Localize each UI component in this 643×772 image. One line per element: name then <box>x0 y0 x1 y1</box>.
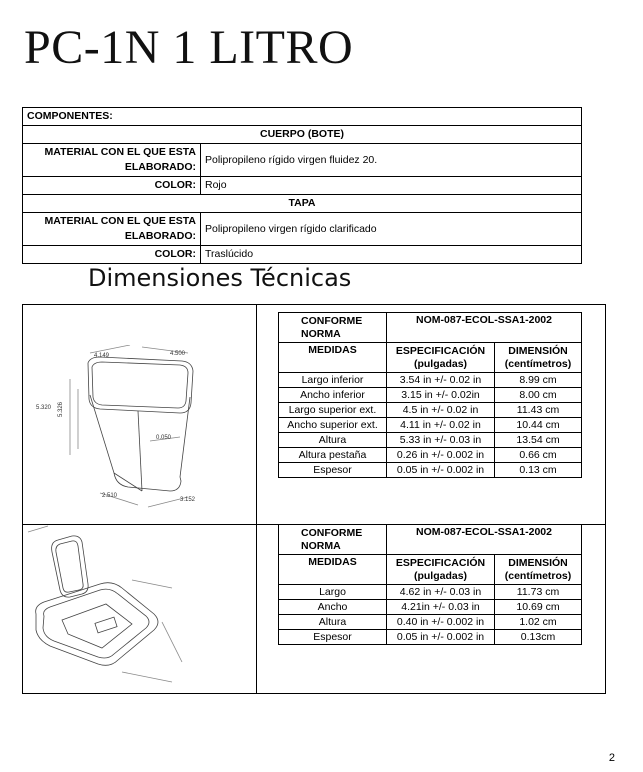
table-row <box>279 630 582 645</box>
t2-espec: 0.40 in +/- 0.002 in <box>387 615 495 630</box>
table-row <box>279 448 582 463</box>
t2-dim: 10.69 cm <box>495 600 582 615</box>
t1-espec: 5.33 in +/- 0.03 in <box>387 433 495 448</box>
t1-espec: 3.15 in +/- 0.02in <box>387 388 495 403</box>
body-color-label: COLOR: <box>23 177 201 195</box>
container-spec-table <box>278 312 582 478</box>
frame-divider-vertical <box>256 304 257 694</box>
table-row <box>279 463 582 478</box>
components-table <box>22 107 582 264</box>
lid-material-label: MATERIAL CON EL QUE ESTA ELABORADO: <box>23 213 201 246</box>
t1-espec: 0.26 in +/- 0.002 in <box>387 448 495 463</box>
t1-medida: Altura <box>279 433 387 448</box>
t2-espec: 0.05 in +/- 0.002 in <box>387 630 495 645</box>
t1-medida: Espesor <box>279 463 387 478</box>
lid-color-label: COLOR: <box>23 246 201 264</box>
body-section-header: CUERPO (BOTE) <box>23 126 582 144</box>
t2-col-medidas: MEDIDAS <box>279 555 387 585</box>
t2-col-dim: DIMENSIÓN (centímetros) <box>495 555 582 585</box>
t1-espec: 4.5 in +/- 0.02 in <box>387 403 495 418</box>
t2-norma: NOM-087-ECOL-SSA1-2002 <box>387 525 582 555</box>
lid-color-value: Traslúcido <box>201 246 582 264</box>
t2-medida: Ancho <box>279 600 387 615</box>
t1-medida: Ancho superior ext. <box>279 418 387 433</box>
t2-medida: Largo <box>279 585 387 600</box>
t1-medida: Largo inferior <box>279 373 387 388</box>
t1-medida: Ancho inferior <box>279 388 387 403</box>
table-row <box>279 585 582 600</box>
t1-medida: Largo superior ext. <box>279 403 387 418</box>
table-row <box>279 403 582 418</box>
t1-espec: 0.05 in +/- 0.002 in <box>387 463 495 478</box>
table-row <box>279 433 582 448</box>
technical-dimensions-heading: Dimensiones Técnicas <box>88 264 352 292</box>
body-material-value: Polipropileno rígido virgen fluidez 20. <box>201 144 582 177</box>
t1-espec: 3.54 in +/- 0.02 in <box>387 373 495 388</box>
table-row <box>279 388 582 403</box>
body-material-label: MATERIAL CON EL QUE ESTA ELABORADO: <box>23 144 201 177</box>
t2-dim: 1.02 cm <box>495 615 582 630</box>
t2-espec: 4.62 in +/- 0.03 in <box>387 585 495 600</box>
t2-dim: 11.73 cm <box>495 585 582 600</box>
t1-dim: 8.99 cm <box>495 373 582 388</box>
t1-medida: Altura pestaña <box>279 448 387 463</box>
t1-dim: 11.43 cm <box>495 403 582 418</box>
page-number: 2 <box>608 752 615 764</box>
table-row <box>279 418 582 433</box>
t1-conforme-label: CONFORME NORMA <box>279 313 387 343</box>
container-technical-drawing <box>30 345 230 515</box>
lid-section-header: TAPA <box>23 195 582 213</box>
t2-medida: Altura <box>279 615 387 630</box>
table-row <box>279 600 582 615</box>
dim-label-7: 3.152 <box>180 497 196 503</box>
table-row <box>279 373 582 388</box>
t1-norma: NOM-087-ECOL-SSA1-2002 <box>387 313 582 343</box>
t2-medida: Espesor <box>279 630 387 645</box>
t1-col-medidas: MEDIDAS <box>279 343 387 373</box>
t2-col-espec: ESPECIFICACIÓN (pulgadas) <box>387 555 495 585</box>
t2-dim: 0.13cm <box>495 630 582 645</box>
table-row <box>279 615 582 630</box>
dim-label-3: 5.320 <box>36 405 52 411</box>
t2-espec: 4.21in +/- 0.03 in <box>387 600 495 615</box>
body-color-value: Rojo <box>201 177 582 195</box>
dim-label-4: 5.326 <box>58 401 64 417</box>
document-title: PC-1N 1 LITRO <box>24 21 354 74</box>
lid-material-value: Polipropileno virgen rígido clarificado <box>201 213 582 246</box>
dim-label-1: 4.149 <box>94 353 110 359</box>
t1-col-espec: ESPECIFICACIÓN (pulgadas) <box>387 343 495 373</box>
t1-dim: 0.66 cm <box>495 448 582 463</box>
components-header: COMPONENTES: <box>23 108 582 126</box>
t1-espec: 4.11 in +/- 0.02 in <box>387 418 495 433</box>
t1-dim: 10.44 cm <box>495 418 582 433</box>
lid-spec-table <box>278 524 582 645</box>
t2-conforme-label: CONFORME NORMA <box>279 525 387 555</box>
t1-dim: 8.00 cm <box>495 388 582 403</box>
dim-label-2: 4.500 <box>170 351 186 357</box>
dim-label-6: 2.510 <box>102 493 118 499</box>
t1-col-dim: DIMENSIÓN (centímetros) <box>495 343 582 373</box>
lid-technical-drawing <box>22 522 212 692</box>
dim-label-5: 0.050 <box>156 435 172 441</box>
t1-dim: 13.54 cm <box>495 433 582 448</box>
t1-dim: 0.13 cm <box>495 463 582 478</box>
